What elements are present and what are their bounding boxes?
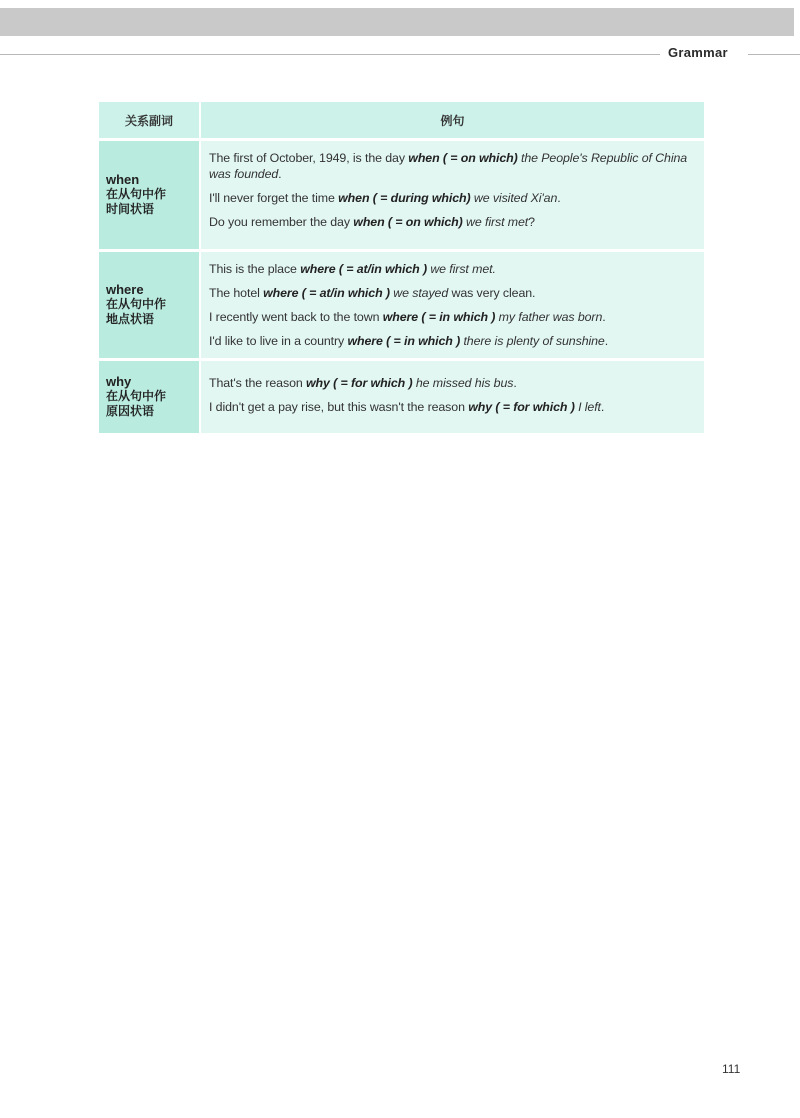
clause-text: we first met. xyxy=(426,262,496,276)
example-sentence xyxy=(209,333,696,349)
column-header-adverb: 关系副词 xyxy=(99,102,199,138)
sentence-text: . xyxy=(557,191,561,205)
sentence-text: This is the place xyxy=(209,262,301,276)
top-gray-band xyxy=(0,8,794,36)
term-cell xyxy=(99,361,199,433)
header-rule xyxy=(0,54,660,55)
term-label: why xyxy=(106,374,132,389)
relative-adverb-phrase: where ( = in which ) xyxy=(347,334,461,348)
example-cell xyxy=(199,141,704,249)
sentence-text: I'd like to live in a country xyxy=(209,334,348,348)
clause-text: he missed his bus xyxy=(412,376,514,390)
table-row-why xyxy=(99,361,704,433)
sentence-text: . xyxy=(278,167,282,181)
sentence-text: was very clean. xyxy=(448,286,536,300)
clause-text: my father was born xyxy=(495,310,603,324)
example-sentence xyxy=(209,285,696,301)
term-role-line: 在从句中作 xyxy=(106,389,167,403)
relative-adverb-table xyxy=(99,102,704,433)
relative-adverb-phrase: why ( = for which ) xyxy=(468,400,575,414)
sentence-text: . xyxy=(600,400,605,414)
sentence-text: ? xyxy=(528,215,535,229)
sentence-text: That's the reason xyxy=(209,376,306,390)
relative-adverb-phrase: when ( = on which) xyxy=(408,151,518,165)
example-sentence xyxy=(209,399,696,415)
term-cell xyxy=(99,252,199,358)
section-label: Grammar xyxy=(668,45,728,60)
relative-adverb-phrase: when ( = during which) xyxy=(338,191,471,205)
table-row-when xyxy=(99,141,704,249)
clause-text: there is plenty of sunshine xyxy=(460,334,605,348)
term-label: when xyxy=(106,172,140,187)
term-label: where xyxy=(106,282,144,297)
sentence-text: Do you remember the day xyxy=(209,215,354,229)
header-rule-right xyxy=(748,54,800,55)
sentence-text: The first of October, 1949, is the day xyxy=(209,151,409,165)
example-sentence xyxy=(209,150,696,182)
term-role-line: 在从句中作 xyxy=(106,187,167,201)
relative-adverb-phrase: why ( = for which ) xyxy=(306,376,413,390)
relative-adverb-phrase: where ( = in which ) xyxy=(382,310,496,324)
term-role-type: 地点状语 xyxy=(106,312,155,326)
example-sentence xyxy=(209,309,696,325)
clause-text: I left xyxy=(574,400,601,414)
sentence-text: . xyxy=(513,376,517,390)
term-role-line: 在从句中作 xyxy=(106,297,167,311)
sentence-text: . xyxy=(602,310,606,324)
sentence-text: I'll never forget the time xyxy=(209,191,339,205)
example-cell xyxy=(199,361,704,433)
relative-adverb-phrase: where ( = at/in which ) xyxy=(263,286,390,300)
term-role-type: 原因状语 xyxy=(106,404,155,418)
clause-text: we first met xyxy=(462,215,529,229)
sentence-text: I didn't get a pay rise, but this wasn't the reason xyxy=(209,400,469,414)
example-sentence xyxy=(209,190,696,206)
sentence-text: . xyxy=(604,334,609,348)
term-cell xyxy=(99,141,199,249)
example-sentence xyxy=(209,261,696,277)
clause-text: we stayed xyxy=(389,286,449,300)
relative-adverb-phrase: when ( = on which) xyxy=(353,215,463,229)
term-role-type: 时间状语 xyxy=(106,202,155,216)
clause-text: we visited Xi'an xyxy=(470,191,558,205)
column-header-examples: 例句 xyxy=(199,102,704,138)
page-number: 111 xyxy=(722,1062,741,1076)
example-sentence xyxy=(209,214,696,230)
table-header-row xyxy=(99,102,704,138)
example-cell xyxy=(199,252,704,358)
clause-text: the People's Republic of China was founded xyxy=(209,151,688,181)
example-sentence xyxy=(209,375,696,391)
relative-adverb-phrase: where ( = at/in which ) xyxy=(300,262,427,276)
table-row-where xyxy=(99,252,704,358)
sentence-text: The hotel xyxy=(209,286,264,300)
sentence-text: I recently went back to the town xyxy=(209,310,383,324)
